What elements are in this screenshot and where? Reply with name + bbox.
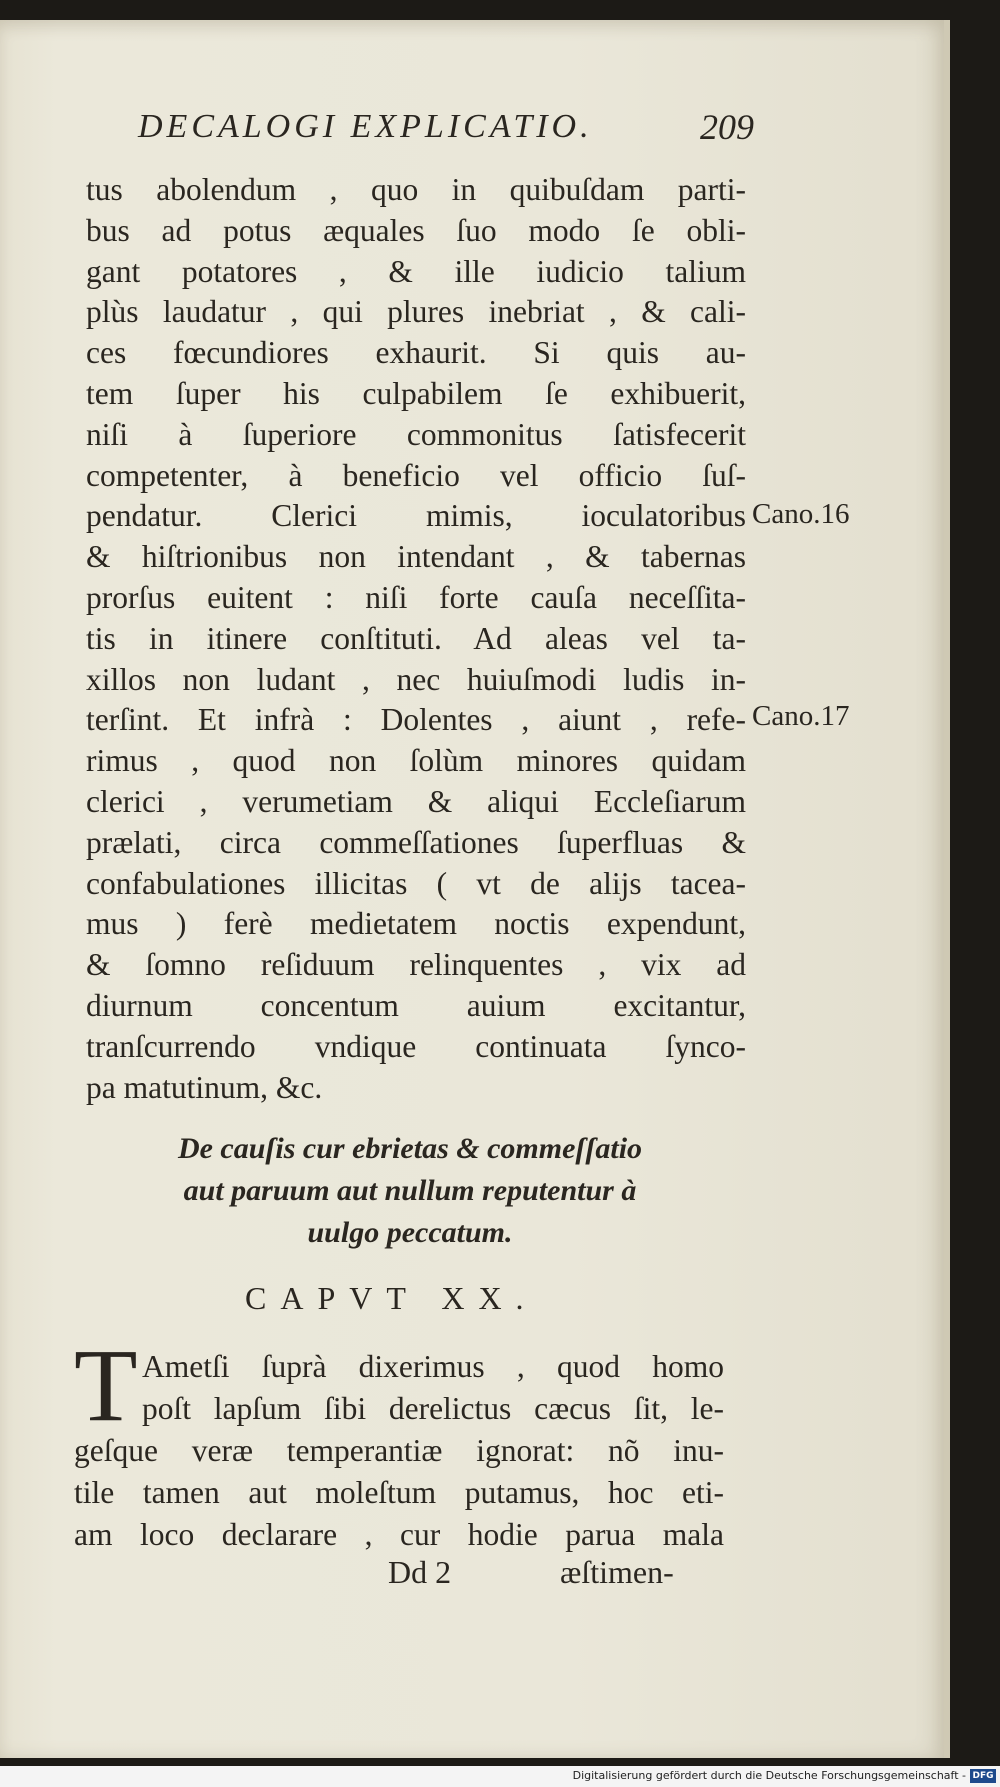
text-line: prælati, circa commeſſationes ſuperfluas &	[86, 824, 746, 860]
catchline	[0, 1554, 944, 1604]
text-line: terſint. Et infrà : Dolentes , aiunt , refe-	[86, 702, 746, 738]
text-line: bus ad potus æquales ſuo modo ſe obli-	[86, 212, 746, 248]
signature-mark: Dd 2	[388, 1554, 452, 1590]
chapter-heading-line: De cauſis cur ebrietas & commeſſatio	[177, 1132, 643, 1165]
text-line: pa matutinum, &c.	[86, 1069, 323, 1105]
running-head: DECALOGI EXPLICATIO.	[138, 108, 593, 145]
text-line: & hiſtrionibus non intendant , & tabernas	[86, 539, 746, 575]
book-page	[0, 20, 950, 1758]
text-line: poſt lapſum ſibi derelictus cæcus ſit, le-	[142, 1391, 724, 1426]
chapter-paragraph	[74, 1346, 724, 1556]
chapter-heading-line: uulgo peccatum.	[307, 1216, 513, 1249]
main-text-block	[86, 170, 746, 1108]
text-line: geſque veræ temperantiæ ignorat: nõ inu-	[74, 1433, 724, 1468]
drop-cap: T	[74, 1328, 138, 1443]
text-line: pendatur. Clerici mimis, ioculatoribus	[86, 498, 746, 534]
chapter-number: CAPVT XX.	[245, 1280, 538, 1316]
text-line: tile tamen aut moleſtum putamus, hoc eti-	[74, 1475, 724, 1510]
text-line: & ſomno reſiduum relinquentes , vix ad	[86, 947, 746, 983]
text-line: clerici , verumetiam & aliqui Eccleſiarum	[86, 783, 746, 819]
text-line: ces fœcundiores exhaurit. Si quis au-	[86, 335, 746, 371]
page-number: 209	[700, 107, 754, 147]
digitization-footer	[0, 1766, 1000, 1787]
margin-note-canon-16: Cano.16	[752, 498, 850, 530]
text-line: tis in itinere conſtituti. Ad aleas vel ta-	[86, 620, 746, 656]
page-header	[0, 92, 944, 152]
text-line: plùs laudatur , qui plures inebriat , & cali-	[86, 294, 746, 330]
text-line: tem ſuper his culpabilem ſe exhibuerit,	[86, 375, 746, 411]
text-line: confabulationes illicitas ( vt de alijs tacea-	[86, 865, 746, 901]
text-line: xillos non ludant , nec huiuſmodi ludis in-	[86, 661, 746, 697]
text-line: tus abolendum , quo in quibuſdam parti-	[86, 172, 746, 207]
text-line: competenter, à beneficio vel officio ſuſ-	[86, 457, 746, 493]
text-line: diurnum concentum auium excitantur,	[86, 987, 746, 1023]
text-line: mus ) ferè medietatem noctis expendunt,	[86, 906, 746, 942]
text-line: Ametſi ſuprà dixerimus , quod homo	[142, 1349, 724, 1384]
text-line: gant potatores , & ille iudicio talium	[86, 253, 746, 289]
margin-note-canon-17: Cano.17	[752, 700, 850, 732]
catchword: æſtimen-	[560, 1554, 674, 1590]
text-line: prorſus euitent : niſi forte cauſa neceſſita-	[86, 579, 746, 615]
footer-credit: Digitalisierung gefördert durch die Deutsche Forschungsgemeinschaft -	[572, 1769, 966, 1782]
chapter-heading-line: aut paruum aut nullum reputentur à	[183, 1174, 637, 1207]
text-line: am loco declarare , cur hodie parua mala	[74, 1517, 724, 1552]
dfg-logo: DFG	[970, 1769, 996, 1783]
text-line: rimus , quod non ſolùm minores quidam	[86, 743, 746, 779]
text-line: niſi à ſuperiore commonitus ſatisfecerit	[86, 416, 746, 452]
chapter-heading	[110, 1128, 710, 1254]
text-line: tranſcurrendo vndique continuata ſynco-	[86, 1028, 746, 1064]
